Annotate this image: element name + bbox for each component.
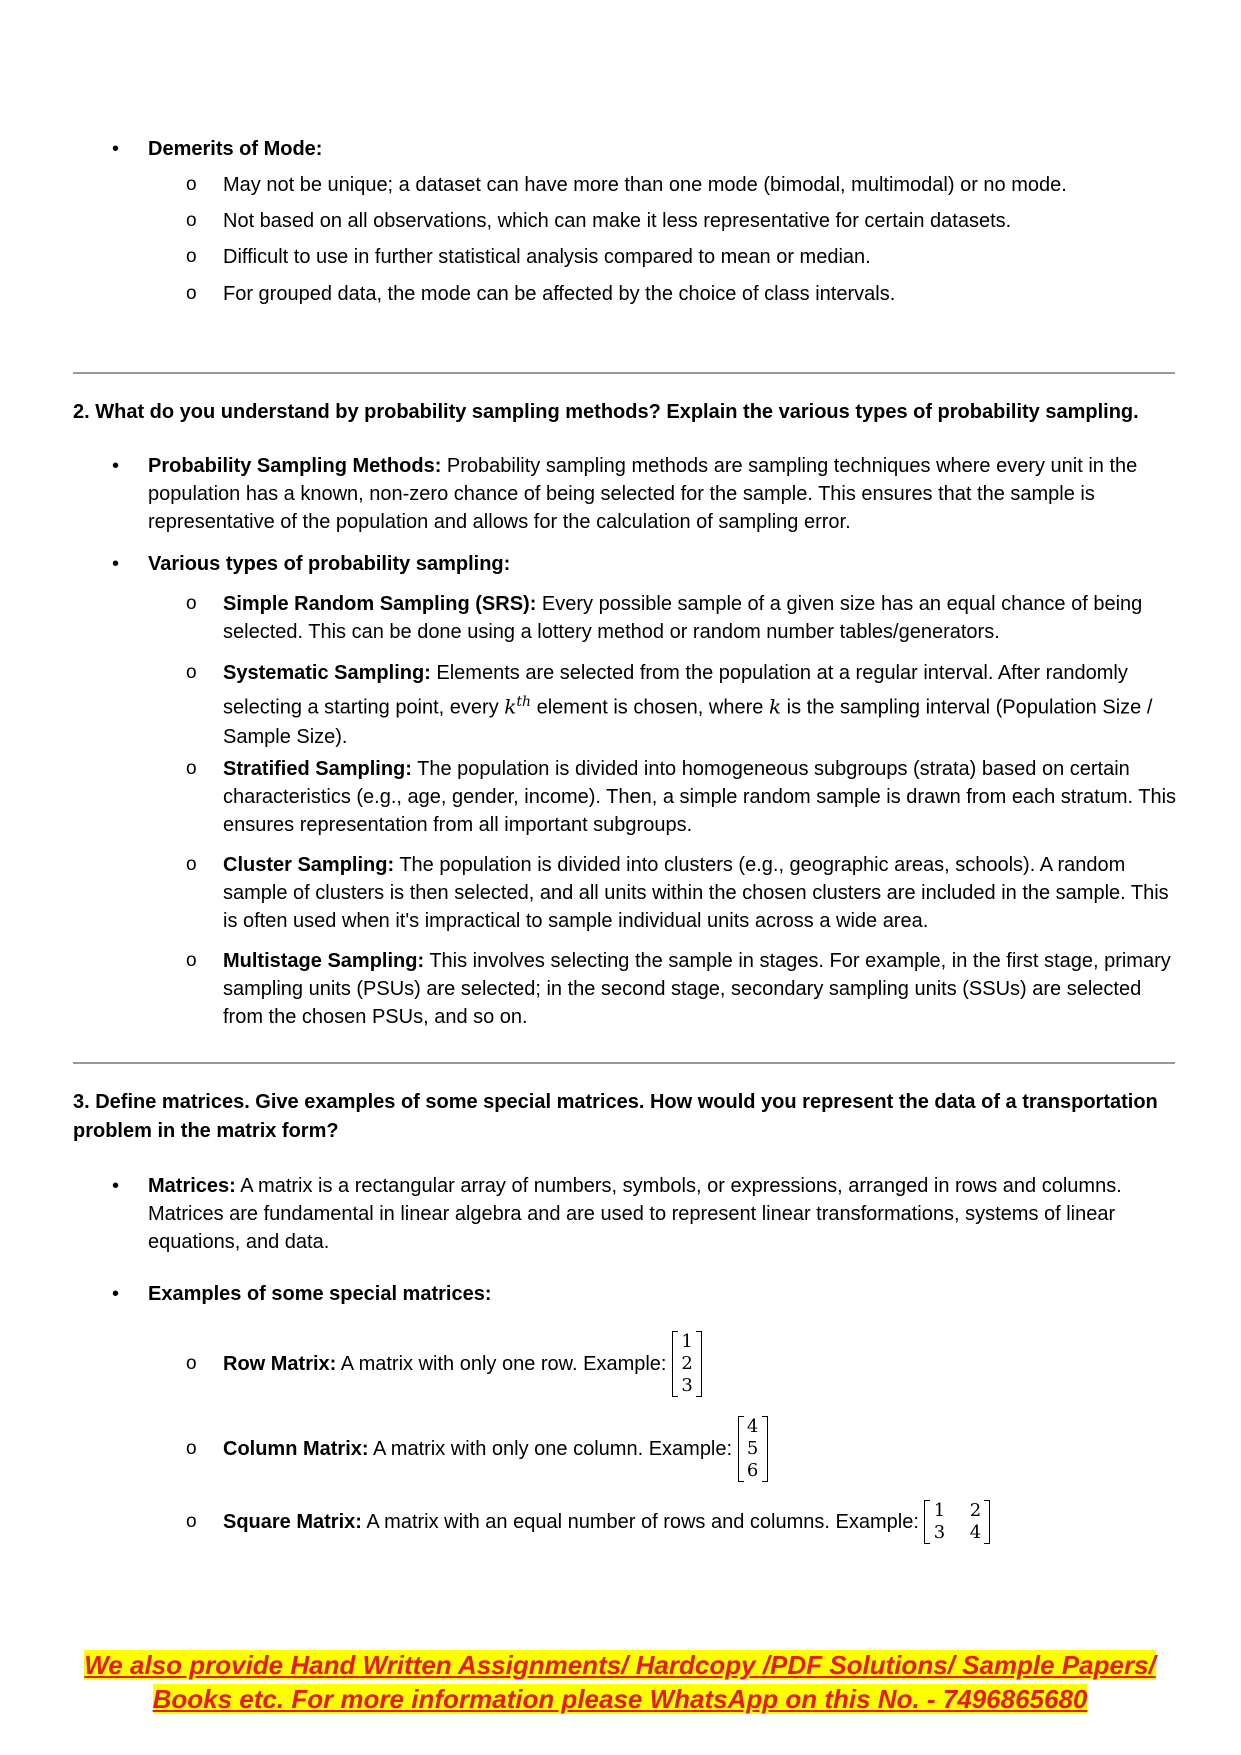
bullet-icon: • — [112, 1175, 120, 1197]
definition-text: A matrix with only one row. Example: — [336, 1353, 673, 1375]
demerit-item: May not be unique; a dataset can have more than one mode (bimodal, multimodal) or no mode. — [223, 174, 1067, 196]
circle-bullet-icon: o — [186, 210, 197, 231]
matrix-entry: 3 — [681, 1375, 693, 1396]
column-matrix-example — [738, 1416, 768, 1482]
promo-line-2: Books etc. For more information please WhatsApp on this No. - 7496865680 — [152, 1684, 1088, 1714]
cluster-item — [223, 851, 1183, 935]
multistage-item — [223, 947, 1183, 1031]
row-matrix-example — [672, 1331, 702, 1397]
math-superscript: th — [516, 694, 532, 710]
definition-text: is the sampling interval (Population Size / Sample Size). — [223, 696, 1153, 748]
question-3-heading: 3. Define matrices. Give examples of some special matrices. How would you represent the data of a transportation problem in the matrix form? — [73, 1091, 1158, 1142]
math-k: k — [504, 694, 517, 719]
circle-bullet-icon: o — [186, 950, 197, 971]
probability-sampling-definition — [148, 452, 1178, 536]
demerits-heading: Demerits of Mode: — [148, 138, 323, 160]
circle-bullet-icon: o — [186, 246, 197, 267]
term-label: Matrices: — [148, 1175, 236, 1197]
bullet-icon: • — [112, 553, 120, 575]
circle-bullet-icon: o — [186, 854, 197, 875]
matrix-entry: 4 — [969, 1522, 982, 1543]
matrix-entry: 4 — [746, 1416, 759, 1437]
term-label: Column Matrix: — [223, 1438, 369, 1460]
bullet-icon: • — [112, 1283, 120, 1305]
definition-text: A matrix with an equal number of rows and columns. Example: — [361, 1511, 925, 1533]
term-label: Row Matrix: — [223, 1353, 337, 1375]
matrix-entry: 3 — [933, 1522, 946, 1543]
promo-line-1: We also provide Hand Written Assignments/ Hardcopy /PDF Solutions/ Sample Papers/ — [84, 1650, 1156, 1680]
definition-text: The population is divided into clusters (e.g., geographic areas, schools). A random sample of clusters is then selected, and all units within the chosen clusters are included in the sample. This is often used when it's impractical to sample individual units across a wide area. — [223, 854, 1169, 932]
matrix-entry: 1 — [681, 1331, 693, 1352]
math-k: k — [768, 694, 782, 719]
term-label: Square Matrix: — [223, 1511, 362, 1533]
systematic-item — [223, 659, 1183, 752]
definition-text: Elements are selected from the population at a regular interval. After randomly selecting a starting point, every — [223, 662, 1128, 719]
section-divider — [73, 372, 1175, 374]
term-label: Multistage Sampling: — [223, 950, 425, 972]
demerit-item: Not based on all observations, which can make it less representative for certain datasets. — [223, 210, 1012, 232]
promo-banner — [60, 1648, 1180, 1716]
section-divider — [73, 1062, 1175, 1064]
examples-heading: Examples of some special matrices: — [148, 1283, 492, 1305]
definition-text: This involves selecting the sample in stages. For example, in the first stage, primary sampling units (PSUs) are selected; in the second stage, secondary sampling units (SSUs) are selected from the chosen PSUs, and so on. — [223, 950, 1171, 1028]
question-2-heading: 2. What do you understand by probability sampling methods? Explain the various types of probability sampling. — [73, 401, 1139, 423]
circle-bullet-icon: o — [186, 662, 197, 683]
srs-item — [223, 590, 1183, 646]
definition-text: A matrix with only one column. Example: — [368, 1438, 738, 1460]
circle-bullet-icon: o — [186, 174, 197, 195]
matrices-definition — [148, 1172, 1178, 1256]
circle-bullet-icon: o — [186, 758, 197, 779]
matrix-entry: 2 — [969, 1500, 982, 1521]
circle-bullet-icon: o — [186, 283, 197, 304]
column-matrix-item — [223, 1413, 1183, 1485]
circle-bullet-icon: o — [186, 593, 197, 614]
bullet-icon: • — [112, 455, 120, 477]
matrix-entry: 2 — [681, 1353, 693, 1374]
types-heading: Various types of probability sampling: — [148, 553, 511, 575]
definition-text: A matrix is a rectangular array of numbers, symbols, or expressions, arranged in rows and columns. Matrices are fundamental in linear algebra and are used to represent linear transformations, systems of linear equations, and data. — [148, 1175, 1122, 1253]
definition-text: Probability sampling methods are sampling techniques where every unit in the population has a known, non-zero chance of being selected for the sample. This ensures that the sample is representative of the population and allows for the calculation of sampling error. — [148, 455, 1138, 533]
stratified-item — [223, 755, 1183, 839]
circle-bullet-icon: o — [186, 1438, 197, 1459]
definition-text: element is chosen, where — [531, 696, 769, 719]
definition-text: Every possible sample of a given size has an equal chance of being selected. This can be done using a lottery method or random number tables/generators. — [223, 593, 1143, 643]
term-label: Systematic Sampling: — [223, 662, 431, 684]
term-label: Cluster Sampling: — [223, 854, 395, 876]
square-matrix-example — [924, 1500, 990, 1544]
circle-bullet-icon: o — [186, 1511, 197, 1532]
term-label: Probability Sampling Methods: — [148, 455, 442, 477]
term-label: Stratified Sampling: — [223, 758, 412, 780]
term-label: Simple Random Sampling (SRS): — [223, 593, 537, 615]
row-matrix-item — [223, 1328, 1183, 1400]
matrix-entry: 1 — [933, 1500, 946, 1521]
matrix-entry: 6 — [746, 1460, 759, 1481]
matrix-entry: 5 — [746, 1438, 759, 1459]
bullet-icon: • — [112, 138, 120, 160]
definition-text: The population is divided into homogeneous subgroups (strata) based on certain characteristics (e.g., age, gender, income). Then, a simple random sample is drawn from each stratum. This ensures representation from all important subgroups. — [223, 758, 1177, 836]
circle-bullet-icon: o — [186, 1353, 197, 1374]
demerit-item: Difficult to use in further statistical analysis compared to mean or median. — [223, 246, 871, 268]
demerit-item: For grouped data, the mode can be affected by the choice of class intervals. — [223, 283, 896, 305]
square-matrix-item — [223, 1496, 1183, 1548]
